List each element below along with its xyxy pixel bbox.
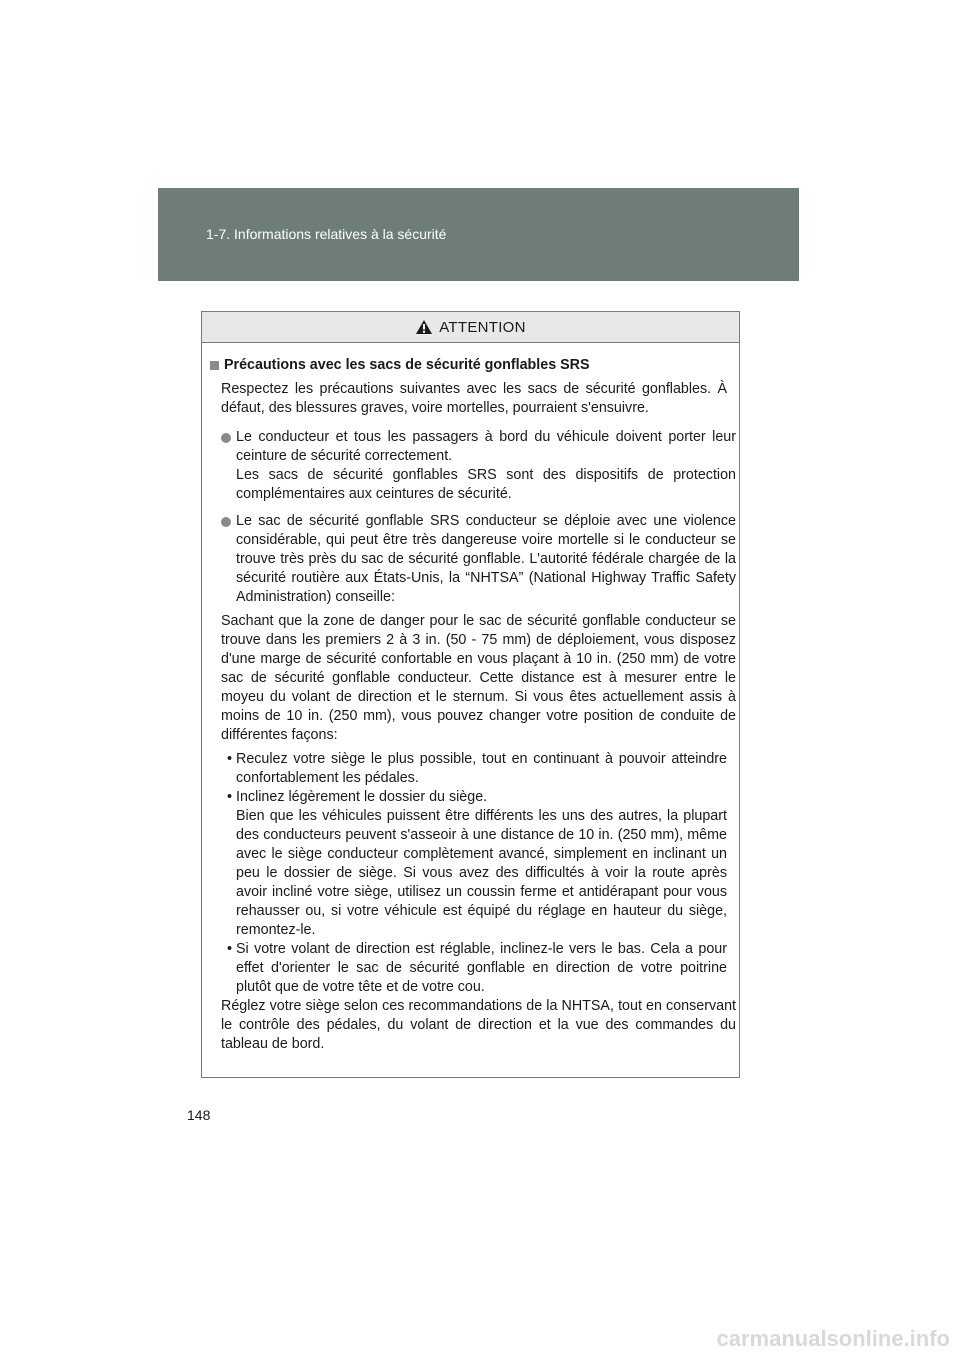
closing-text: Réglez votre siège selon ces recommandations de la NHTSA, tout en conservant le contrôle des pédales, du volant de direction et la vue des commandes du tableau de bord. bbox=[221, 998, 736, 1052]
square-bullet-icon bbox=[210, 361, 219, 370]
point-1-note: Les sacs de sécurité gonflables SRS sont des dispositifs de protection complémentaires aux ceintures de sécurité. bbox=[236, 467, 736, 502]
bullet-1: Reculez votre siège le plus possible, tout en continuant à pouvoir atteindre confortablement les pédales. bbox=[236, 751, 727, 786]
bullet-3: Si votre volant de direction est réglable, inclinez-le vers le bas. Cela a pour effet d'orienter le sac de sécurité gonflable en direction de votre poitrine plutôt que de votre tête et de votre cou. bbox=[236, 941, 727, 995]
warning-triangle-icon bbox=[415, 319, 433, 335]
bullet-2: Inclinez légèrement le dossier du siège. bbox=[236, 789, 488, 805]
section-title: 1-7. Informations relatives à la sécurité bbox=[206, 226, 447, 242]
point-2-text: Le sac de sécurité gonflable SRS conducteur se déploie avec une violence considérable, qui peut être très dangereuse voire mortelle si le conducteur se trouve très près du sac de sécurité gonflable. L'autorité fédérale chargée de la sécurité routière aux États-Unis, la “NHTSA” (National Highway Traffic Safety Administration) conseille: bbox=[236, 513, 736, 605]
intro-text: Respectez les précautions suivantes avec les sacs de sécurité gonflables. À défaut, des blessures graves, voire mortelles, pourraient s'ensuivre. bbox=[221, 381, 727, 416]
circle-bullet-icon bbox=[221, 517, 231, 527]
warning-title: ATTENTION bbox=[439, 318, 526, 336]
subheading bbox=[210, 356, 590, 375]
warning-header bbox=[202, 312, 739, 343]
page-number: 148 bbox=[187, 1107, 211, 1123]
circle-bullet-icon bbox=[221, 433, 231, 443]
subheading-text: Précautions avec les sacs de sécurité gonflables SRS bbox=[224, 357, 590, 373]
point-1-text: Le conducteur et tous les passagers à bord du véhicule doivent porter leur ceinture de sécurité correctement. bbox=[236, 429, 736, 464]
watermark: carmanualsonline.info bbox=[716, 1326, 950, 1351]
nhtsa-paragraph: Sachant que la zone de danger pour le sac de sécurité gonflable conducteur se trouve dans les premiers 2 à 3 in. (50 - 75 mm) de déploiement, vous disposez d'une marge de sécurité confortable en vous plaçant à 10 in. (250 mm) de votre sac de sécurité gonflable conducteur. Cette distance est à mesurer entre le moyeu du volant de direction et le sternum. Si vous êtes actuellement assis à moins de 10 in. (250 mm), vous pouvez changer votre position de conduite de différentes façons: bbox=[221, 613, 736, 743]
bullet-2-detail: Bien que les véhicules puissent être différents les uns des autres, la plupart des conducteurs peuvent s'asseoir à une distance de 10 in. (250 mm), même avec le siège conducteur complètement avancé, simplement en inclinant un peu le dossier de siège. Si vous avez des difficultés à voir la route après avoir incliné votre siège, utilisez un coussin ferme et antidérapant pour vous rehausser ou, si votre véhicule est équipé du réglage en hauteur du siège, remontez-le. bbox=[236, 808, 727, 938]
warning-box: ATTENTION Précautions avec les sacs de sécurité gonflables SRS Respectez les précautions suivantes avec les sacs de sécurité gonflables. À défaut, des blessures graves, voire mortelles, pourraient s'ensuivre. Le conducteur et tous les passagers à bord du véhicule doivent porter leur ceinture de sécurité correctement. Les sacs de sécurité gonflables SRS sont des dispositifs de protection complémentaires aux ceintures de sécurité. Le sac de sécurité gonflable SRS conducteur se déploie avec une violence considérable, qui peut être très dangereuse voire mortelle si le conducteur se trouve très près du sac de sécurité gonflable. L'autorité fédérale chargée de la sécurité routière aux États-Unis, la “NHTSA” (National Highway Traffic Safety Administration) conseille: Sachant que la zone de danger pour le sac de sécurité gonflable conducteur se trouve dans les premiers 2 à 3 in. (50 - 75 mm) de déploiement, vous disposez d'une marge de sécurité confortable en vous plaçant à 10 in. (250 mm) de votre sac de sécurité gonflable conducteur. Cette distance est à mesurer entre le moyeu du volant de direction et le sternum. Si vous êtes actuellement assis à moins de 10 in. (250 mm), vous pouvez changer votre position de conduite de différentes façons: • Reculez votre siège le plus possible, tout en continuant à pouvoir atteindre confortablement les pédales. • Inclinez légèrement le dossier du siège. Bien que les véhicules puissent être différents les uns des autres, la plupart des conducteurs peuvent s'asseoir à une distance de 10 in. (250 mm), même avec le siège conducteur complètement avancé, simplement en inclinant un peu le dossier de siège. Si vous avez des difficultés à voir la route après avoir incliné votre siège, utilisez un coussin ferme et antidérapant pour vous rehausser ou, si votre véhicule est équipé du réglage en hauteur du siège, remontez-le. • Si votre volant de direction est réglable, inclinez-le vers le bas. Cela a pour effet d'orienter le sac de sécurité gonflable en direction de votre poitrine plutôt que de votre tête et de votre cou. Réglez votre siège selon ces recommandations de la NHTSA, tout en conservant le contrôle des pédales, du volant de direction et la vue des commandes du tableau de bord. bbox=[201, 311, 740, 1078]
